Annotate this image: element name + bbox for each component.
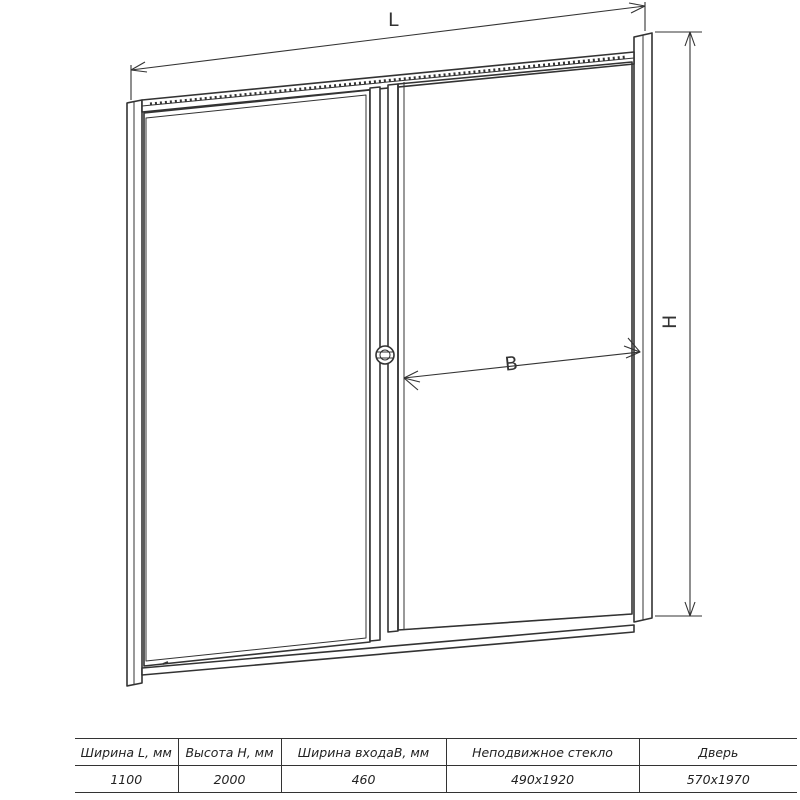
- cell-height: 2000: [178, 766, 281, 793]
- center-profile: [370, 87, 380, 641]
- cell-width: 1100: [75, 766, 178, 793]
- dimension-entrance-line: [404, 338, 640, 390]
- cell-entrance-width: 460: [281, 766, 446, 793]
- specs-table-header-row: [75, 739, 797, 766]
- dimension-height-label: H: [659, 314, 681, 329]
- header-door: Дверь: [639, 739, 797, 766]
- cell-fixed-glass: 490x1920: [446, 766, 639, 793]
- header-width: Ширина L, мм: [75, 739, 178, 766]
- specs-table: [75, 738, 797, 793]
- header-entrance-width: Ширина входаB, мм: [281, 739, 446, 766]
- cell-door: 570x1970: [639, 766, 797, 793]
- door-handle: [376, 346, 394, 364]
- dimension-entrance-label: B: [503, 352, 519, 376]
- dimension-width-label: L: [388, 9, 399, 31]
- header-fixed-glass: Неподвижное стекло: [446, 739, 639, 766]
- header-height: Высота H, мм: [178, 739, 281, 766]
- table-row: [75, 766, 797, 793]
- fixed-glass-panel: [144, 90, 370, 666]
